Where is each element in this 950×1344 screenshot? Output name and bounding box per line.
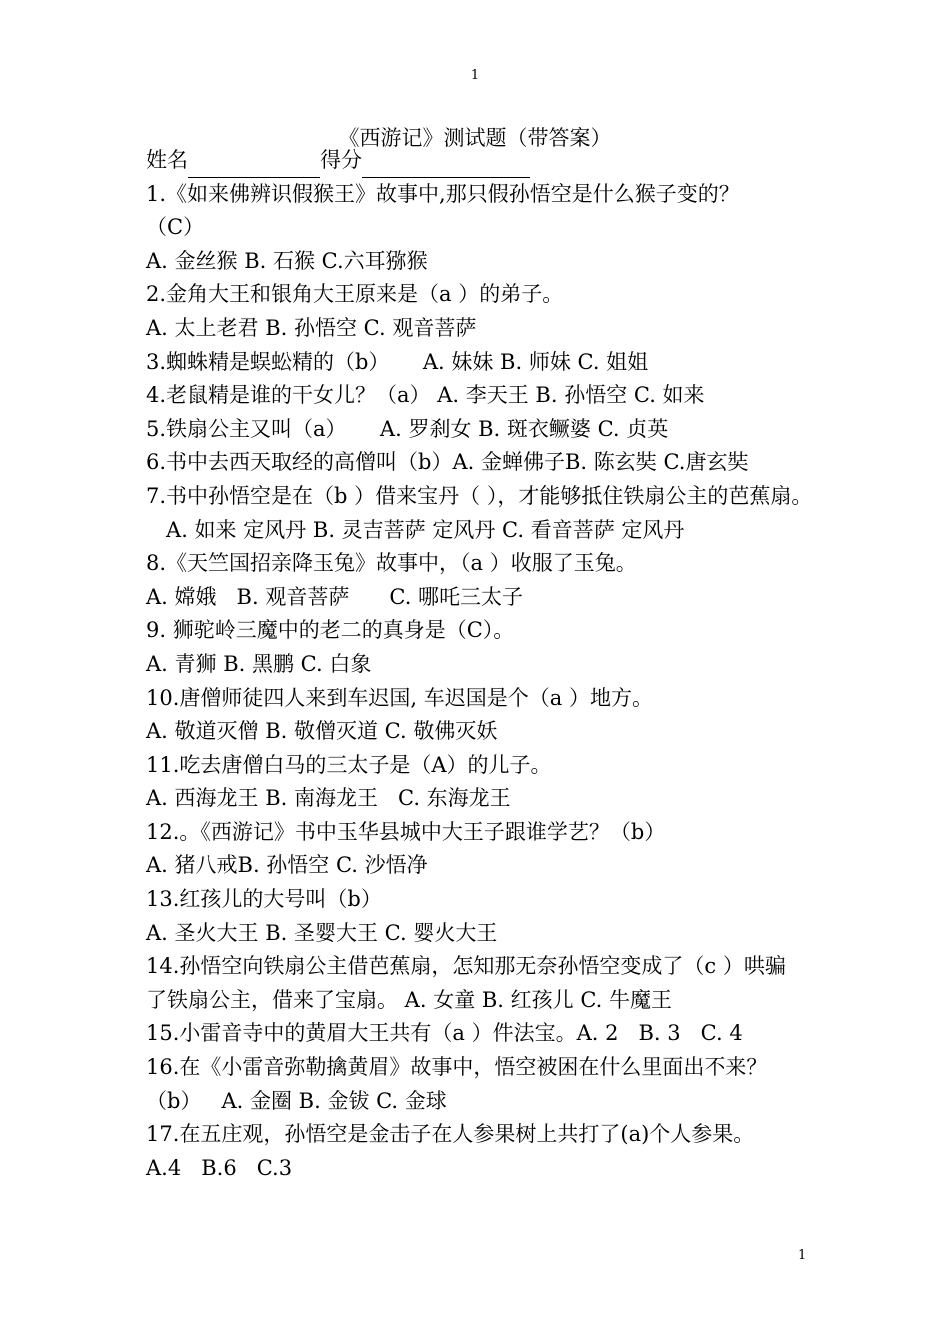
text-line: 13.红孩儿的大号叫（b） — [146, 887, 382, 912]
text-line: A. 西海龙王 B. 南海龙王 C. 东海龙王 — [146, 786, 511, 811]
text-line: （b） A. 金圈 B. 金钹 C. 金球 — [146, 1088, 447, 1113]
header-page-number: 1 — [470, 68, 480, 83]
text-line: 10.唐僧师徒四人来到车迟国, 车迟国是个（a ）地方。 — [146, 685, 653, 710]
text-line: 9. 狮驼岭三魔中的老二的真身是（C）。 — [146, 618, 515, 643]
text-line: A. 太上老君 B. 孙悟空 C. 观音菩萨 — [146, 315, 477, 340]
text-line: 4.老鼠精是谁的干女儿？（a） A. 李天王 B. 孙悟空 C. 如来 — [146, 383, 705, 408]
text-line: A. 嫦娥 B. 观音菩萨 C. 哪吒三太子 — [146, 584, 524, 609]
score-label: 得分 — [320, 148, 362, 172]
score-blank — [362, 151, 530, 178]
document-title: 《西游记》测试题（带答案） — [338, 126, 612, 150]
text-line: 15.小雷音寺中的黄眉大王共有（a ）件法宝。A. 2 B. 3 C. 4 — [146, 1021, 743, 1046]
name-score-line — [146, 144, 846, 178]
text-line: 16.在《小雷音弥勒擒黄眉》故事中，悟空被困在什么里面出不来？ — [146, 1055, 768, 1080]
text-line: 2.金角大王和银角大王原来是（a ）的弟子。 — [146, 282, 564, 307]
text-line: 了铁扇公主，借来了宝扇。 A. 女童 B. 红孩儿 C. 牛魔王 — [146, 987, 672, 1012]
text-line: 6.书中去西天取经的高僧叫（b）A. 金蝉佛子B. 陈玄奘 C.唐玄奘 — [146, 450, 749, 475]
text-line: 12.。《西游记》书中玉华县城中大王子跟谁学艺？（b） — [146, 819, 666, 844]
text-line: 3.蜘蛛精是蜈蚣精的（b） A. 妹妹 B. 师妹 C. 姐姐 — [146, 349, 649, 374]
text-line: A. 青狮 B. 黑鹏 C. 白象 — [146, 651, 372, 676]
text-line: 14.孙悟空向铁扇公主借芭蕉扇，怎知那无奈孙悟空变成了（c ）哄骗 — [146, 954, 786, 979]
text-line: A. 圣火大王 B. 圣婴大王 C. 婴火大王 — [146, 920, 498, 945]
name-blank — [188, 151, 320, 178]
text-line: 1.《如来佛辨识假猴王》故事中,那只假孙悟空是什么猴子变的？ — [146, 181, 740, 206]
text-line: A. 如来 定风丹 B. 灵吉菩萨 定风丹 C. 看音菩萨 定风丹 — [146, 517, 685, 542]
text-line: A. 猪八戒B. 孙悟空 C. 沙悟净 — [146, 853, 428, 878]
text-line: 8.《天竺国招亲降玉兔》故事中，（a ）收服了玉兔。 — [146, 551, 637, 576]
text-line: 7.书中孙悟空是在（b ）借来宝丹（ ），才能够抵住铁扇公主的芭蕉扇。 — [146, 483, 813, 508]
text-line: （C） — [146, 215, 205, 240]
name-label: 姓名 — [146, 148, 188, 172]
text-line: 17.在五庄观，孙悟空是金击子在人参果树上共打了(a)个人参果。 — [146, 1122, 755, 1147]
text-line: A. 金丝猴 B. 石猴 C.六耳猕猴 — [146, 248, 428, 273]
text-line: 11.吃去唐僧白马的三太子是（A）的儿子。 — [146, 752, 552, 777]
text-line: A. 敬道灭僧 B. 敬僧灭道 C. 敬佛灭妖 — [146, 719, 498, 744]
question-list — [146, 144, 846, 1185]
text-line: A.4 B.6 C.3 — [146, 1155, 293, 1180]
footer-page-number: 1 — [798, 1248, 807, 1263]
text-line: 5.铁扇公主又叫（a） A. 罗刹女 B. 斑衣鳜婆 C. 贞英 — [146, 416, 669, 441]
